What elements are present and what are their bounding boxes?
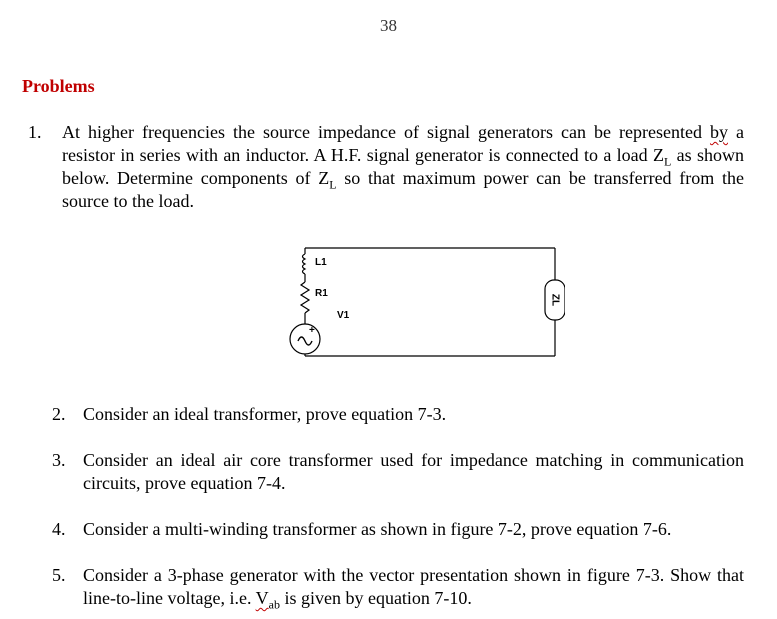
resistor-symbol [301,282,309,313]
problem-text-part: a resistor in series with an inductor. A H.F. signal generator is connected to a load [62,122,744,165]
problem-number: 1. [28,122,42,142]
problem-number: 5. [52,565,66,585]
section-heading: Problems [22,76,95,96]
voltage-symbol: V [255,588,269,608]
load-subscript: L [329,177,337,192]
inductor-symbol [303,254,306,274]
circuit-diagram [285,240,565,365]
resistor-label: R1 [315,288,328,299]
load-label: ZL [549,293,561,307]
spell-check-word: by [709,122,728,142]
load-subscript: L [663,154,672,169]
load-symbol: Z [652,145,664,165]
page-number: 38 [380,16,397,35]
problem-text: Consider a multi-winding transformer as shown in figure 7-2, prove equation 7-6. [83,519,672,539]
inductor-label: L1 [315,257,327,268]
voltage-subscript: ab [268,597,280,612]
problem-number: 2. [52,404,66,424]
problem-number: 3. [52,450,66,470]
source-label: V1 [337,310,350,321]
problem-number: 4. [52,519,66,539]
problem-text-part: At higher frequencies the source impedance of signal generators can be represented [62,122,710,142]
problem-text-part: Consider a 3-phase generator with the vector presentation shown in figure 7-3. Show that line-to-line voltage, i.e. [83,565,744,608]
problem-text-part: as shown below. Determine components of [62,145,744,188]
problem-text-part: so that maximum power can be transferred from the source to the load. [62,168,745,211]
source-polarity: + [309,325,315,336]
problem-text [62,121,744,213]
voltage-variable [255,588,280,612]
problem-text-part: is given by equation 7-10. [279,588,472,608]
ac-source-symbol [290,324,320,354]
problem-text: Consider an ideal air core transformer used for impedance matching in communication circuits, prove equation 7-4. [83,450,744,493]
problem-text: Consider an ideal transformer, prove equation 7-3. [83,404,447,424]
problem-text [83,564,744,610]
load-symbol: Z [318,168,330,188]
